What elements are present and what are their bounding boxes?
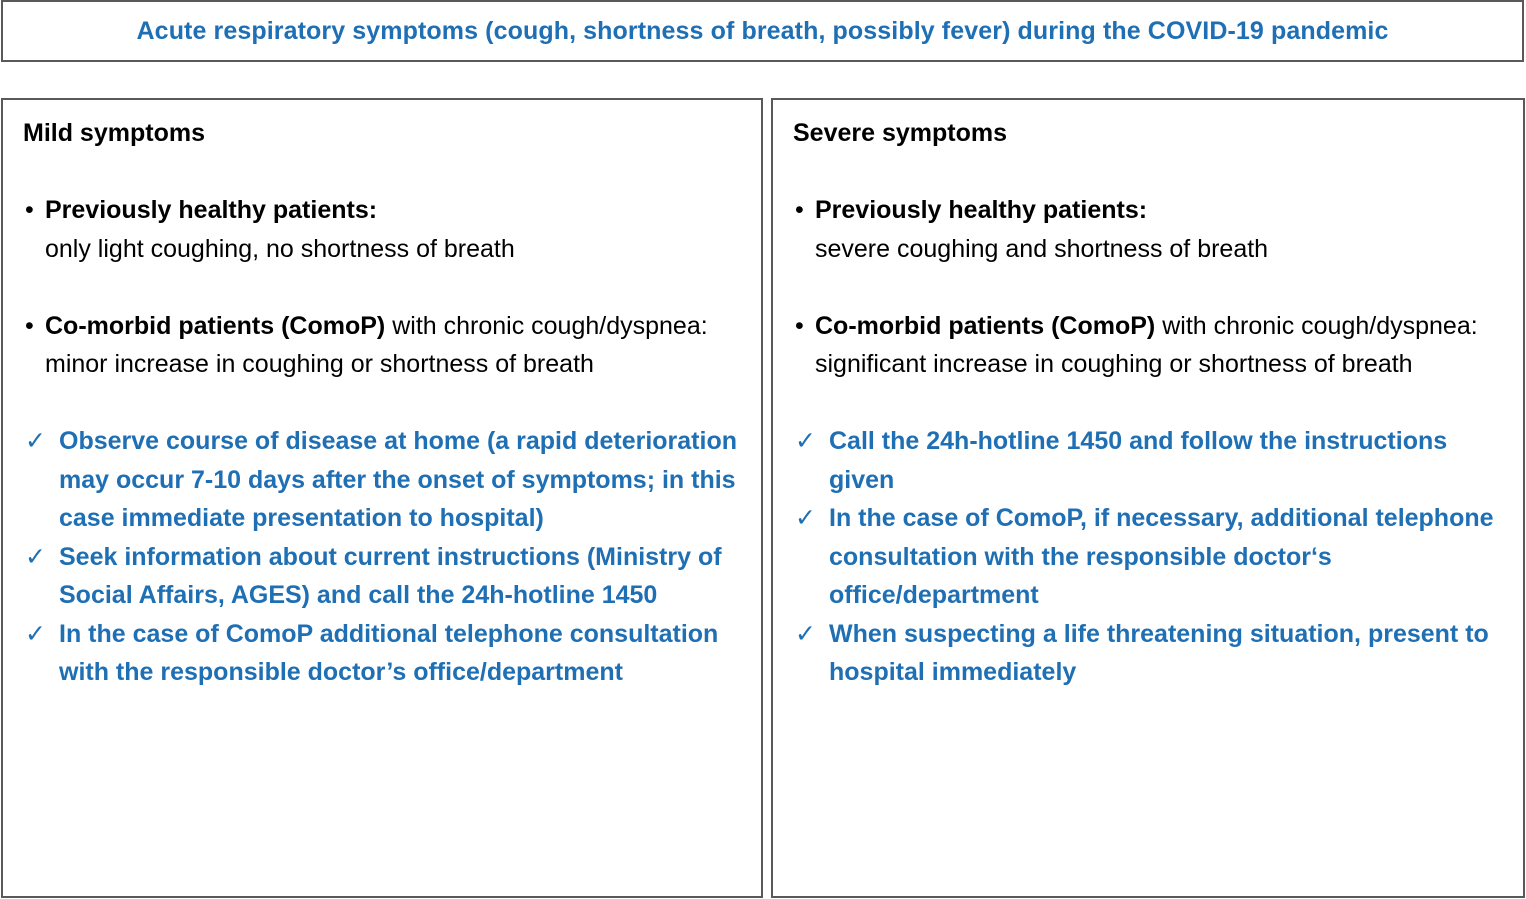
action-text: When suspecting a life threatening situation, present to hospital immediately: [829, 619, 1489, 686]
criterion-lead: Previously healthy patients:: [815, 196, 1148, 224]
mild-action-seek-info: [23, 538, 743, 615]
severe-actions-list: [793, 422, 1505, 692]
criterion-lead: Co-morbid patients (ComoP): [815, 311, 1156, 340]
mild-criteria-list: [23, 191, 743, 384]
mild-symptoms-box: [1, 98, 763, 898]
criterion-text: with chronic cough/dyspnea: significant increase in coughing or shortness of breath: [815, 311, 1478, 378]
bullet-icon: •: [795, 196, 804, 224]
criterion-text: severe coughing and shortness of breath: [815, 234, 1269, 263]
severe-action-comop-consult: [793, 499, 1505, 615]
checkmark-icon: ✓: [795, 427, 816, 455]
action-text: Seek information about current instructions (Ministry of Social Affairs, AGES) and call the 24h-hotline 1450: [59, 542, 722, 609]
action-text: In the case of ComoP additional telephone consultation with the responsible doctor’s office/department: [59, 619, 719, 686]
severe-criteria-list: [793, 191, 1505, 384]
action-text: Observe course of disease at home (a rapid deterioration may occur 7-10 days after the onset of symptoms; in this case immediate presentation to hospital): [59, 427, 737, 532]
diagram-title: Acute respiratory symptoms (cough, shortness of breath, possibly fever) during the COVID-19 pandemic: [136, 16, 1389, 45]
severe-symptoms-title: Severe symptoms: [793, 119, 1008, 147]
criterion-lead: Previously healthy patients:: [45, 196, 378, 224]
criterion-text: with chronic cough/dyspnea: minor increase in coughing or shortness of breath: [45, 311, 708, 378]
criterion-lead: Co-morbid patients (ComoP): [45, 311, 386, 340]
mild-criterion-healthy: [23, 191, 743, 268]
checkmark-icon: ✓: [25, 427, 46, 455]
bullet-icon: •: [795, 311, 804, 340]
mild-criterion-comorbid: [23, 307, 743, 384]
action-text: In the case of ComoP, if necessary, additional telephone consultation with the responsible doctor‘s office/department: [829, 504, 1494, 609]
checkmark-icon: ✓: [25, 619, 46, 648]
criterion-text: only light coughing, no shortness of breath: [45, 234, 515, 263]
mild-symptoms-title: Mild symptoms: [23, 119, 205, 147]
severe-criterion-healthy: [793, 191, 1505, 268]
severe-action-hotline: [793, 422, 1505, 499]
mild-actions-list: [23, 422, 743, 692]
header-box: [1, 0, 1524, 62]
severe-symptoms-box: [771, 98, 1525, 898]
mild-action-comop-consult: [23, 615, 743, 692]
bullet-icon: •: [25, 196, 34, 224]
checkmark-icon: ✓: [795, 504, 816, 532]
mild-action-observe: [23, 422, 743, 538]
checkmark-icon: ✓: [25, 542, 46, 571]
action-text: Call the 24h-hotline 1450 and follow the instructions given: [829, 427, 1448, 494]
severe-action-hospital: [793, 615, 1505, 692]
severe-symptoms-panel: [793, 114, 1505, 692]
bullet-icon: •: [25, 311, 34, 340]
severe-criterion-comorbid: [793, 307, 1505, 384]
checkmark-icon: ✓: [795, 619, 816, 648]
mild-symptoms-panel: [23, 114, 743, 692]
